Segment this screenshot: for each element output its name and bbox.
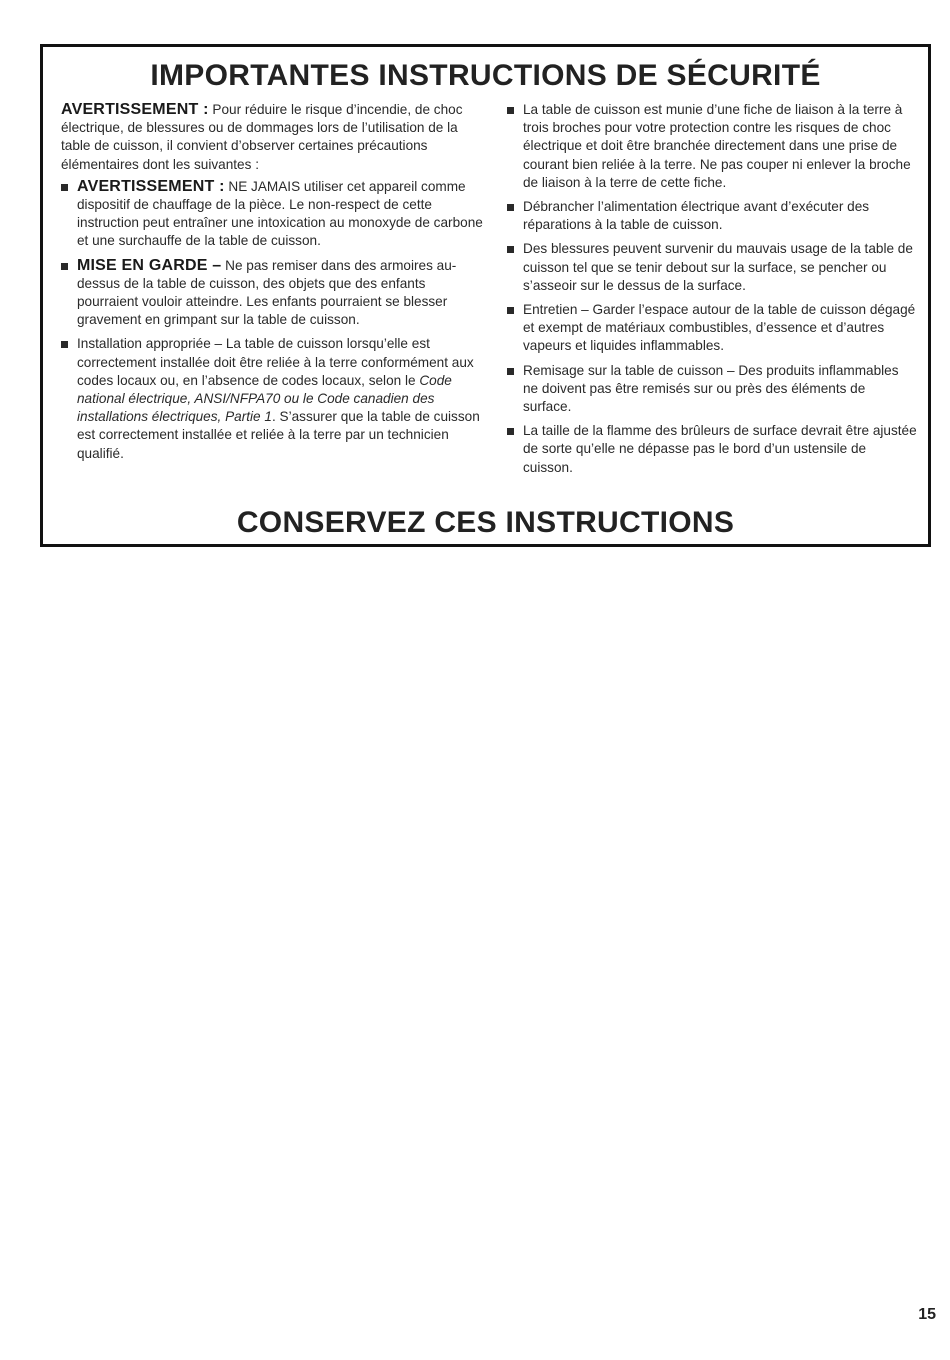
intro-warning-label: AVERTISSEMENT : <box>61 101 209 118</box>
square-bullet-icon <box>507 428 514 435</box>
right-bullet-list <box>507 101 917 477</box>
caution-text: Ne pas remiser dans des armoires au-dessus de la table de cuisson, des objets que des enfants pourraient vouloir atteindre. Les enfants pourraient se blesser gravement en grimpant sur la table de cuisson. <box>77 257 457 328</box>
maintenance-text: Entretien – Garder l’espace autour de la table de cuisson dégagé et exempt de matériaux combustibles, d’essence et d’autres vapeurs et liquides inflammables. <box>523 302 916 354</box>
safety-instructions-box <box>40 44 931 547</box>
warning-text: NE JAMAIS utiliser cet appareil comme dispositif de chauffage de la pièce. Le non-respect de cette instruction peut entraîner une intoxication au monoxyde de carbone et une surchauffe de la table de cuisson. <box>77 178 483 249</box>
misuse-text: Des blessures peuvent survenir du mauvais usage de la table de cuisson tel que se tenir debout sur la surface, se pencher ou s’asseoir sur le dessus de la surface. <box>523 241 913 293</box>
list-item <box>507 422 917 477</box>
installation-text-end: . S’assurer que la table de cuisson est correctement installée et reliée à la terre par un technicien qualifié. <box>77 409 480 461</box>
left-bullet-list <box>61 178 483 463</box>
save-instructions-heading: CONSERVEZ CES INSTRUCTIONS <box>236 506 735 539</box>
flame-size-text: La taille de la flamme des brûleurs de surface devrait être ajustée de sorte qu’elle ne dépasse pas le bord d’un ustensile de cuisson. <box>523 423 917 475</box>
intro-paragraph <box>61 101 483 174</box>
list-item <box>507 240 917 295</box>
square-bullet-icon <box>61 263 68 270</box>
page-number: 15 <box>918 1306 936 1323</box>
square-bullet-icon <box>61 341 68 348</box>
list-item <box>507 362 917 417</box>
caution-label: MISE EN GARDE – <box>77 256 222 274</box>
square-bullet-icon <box>61 184 68 191</box>
disconnect-power-text: Débrancher l’alimentation électrique avant d’exécuter des réparations à la table de cuisson. <box>523 199 870 233</box>
square-bullet-icon <box>507 107 514 114</box>
square-bullet-icon <box>507 204 514 211</box>
left-column <box>61 101 483 469</box>
square-bullet-icon <box>507 368 514 375</box>
list-item <box>507 101 917 192</box>
intro-text: Pour réduire le risque d’incendie, de choc électrique, de blessures ou de dommages lors de l’utilisation de la table de cuisson, il convient d’observer certaines précautions élémentaires dont les suivantes : <box>61 102 463 172</box>
page-title: IMPORTANTES INSTRUCTIONS DE SÉCURITÉ <box>150 59 821 92</box>
grounding-plug-text: La table de cuisson est munie d’une fiche de liaison à la terre à trois broches pour votre protection contre les risques de choc électrique et doit être branchée directement dans une prise de courant bien reliée à la terre. Ne pas couper ni enlever la broche de liaison à la terre de cette fiche. <box>523 102 911 190</box>
square-bullet-icon <box>507 246 514 253</box>
code-reference: Code national électrique, ANSI/NFPA70 ou le Code canadien des installations électriques, Partie 1 <box>77 372 452 425</box>
warning-label: AVERTISSEMENT : <box>77 177 225 195</box>
square-bullet-icon <box>507 307 514 314</box>
storage-text: Remisage sur la table de cuisson – Des produits inflammables ne doivent pas être remisés sur ou près des éléments de surface. <box>523 362 899 415</box>
list-item <box>507 198 917 234</box>
list-item <box>61 178 483 251</box>
list-item <box>61 335 483 462</box>
list-item <box>507 301 917 356</box>
right-column <box>507 101 917 483</box>
list-item <box>61 257 483 330</box>
installation-text: Installation appropriée – La table de cuisson lorsqu’elle est correctement installée doit être reliée à la terre conformément aux codes locaux ou, en l’absence de codes locaux, selon le <box>77 336 474 388</box>
